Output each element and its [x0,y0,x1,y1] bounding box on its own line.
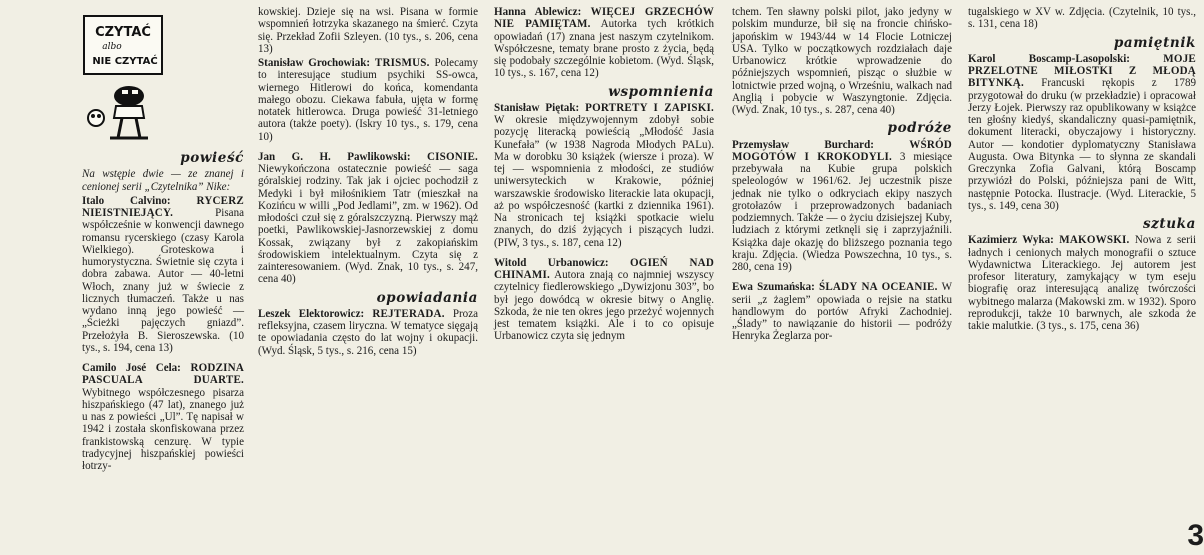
review-title: ŚLADY NA OCEANIE. [819,281,938,294]
review-text: Francuski rękopis z 1789 przygotował do druku (w przekładzie) i opracował Jerzy Łojek. Pierwszy raz opublikowany w książce ten głośny kiedyś, skandaliczny quasi-pamiętnik, dokument literacki, obyczajowy i historyczny. Autor — kondotier dyplomatyczny Stanisława Augusta. Owa Bitynka — to słynna ze skandali Greczynka Zofia Galvani, którą Boscamp przywiózł do Polski, późniejsza pani de Witt, następnie Potocka. Ilustracje. (Wyd. Literackie, 5 tys., s. 149, cena 30) [968,77,1196,212]
section-heading-podroze: podróże [887,120,952,137]
review-text: Wybitnego współczesnego pisarza hiszpańskiego (47 lat), znanego już u nas z powieści „Ul”. Tę napisał w 1942 i została skonfiskowana przez frankistowską cenzurę. W typie tradycyjnej hiszpańskiej powieści łotrzy- [82,386,244,472]
logo-line-1: CZYTAĆ [95,25,151,40]
continued-text: tchem. Ten sławny polski pilot, jako jedyny w polskim mundurze, bił się na froncie chińsko-japońskim w 1943/44 w 14 Flocie Lotniczej USA. Tylko w początkowych rozdziałach daje Urbanowicz krótkie wprowadzenie do późniejszych wspomnień, pisząc o służbie w lotnictwie przed wojną, o Wrześniu, walkach nad Anglią i pobycie w Waszyngtonie. Zdjęcia. (Wyd. Znak, 10 tys., s. 287, cena 40) [732,6,952,116]
column-2 [258,6,478,555]
review-author: Stanisław Grochowiak: [258,57,371,69]
review-title: WŚRÓD MOGOTÓW I KROKODYLI. [732,138,952,163]
review-title: RODZINA PASCUALA DUARTE. [82,362,245,387]
section-heading-opowiadania: opowiadania [376,289,478,306]
intro-text: Na wstępie dwie — ze znanej i cenionej serii „Czytelnika” Nike: [82,168,244,193]
review-author: Italo Calvino: [82,194,171,207]
review-author: Ewa Szumańska: [732,281,815,294]
review-cela [82,362,244,472]
section-heading-pamietnik: pamiętnik [1113,34,1196,51]
review-title: TRISMUS. [374,57,430,69]
review-title: MOJE PRZELOTNE MIŁOSTKI Z MŁODĄ BITYNKĄ. [968,52,1196,90]
review-text: W okresie międzywojennym zdobył sobie pozycję literacką powieścią „Młodość Jasia Kunefała” (w 1938 Nagroda Młodych PALu). Ma w dorobku 30 książek (wiersze i proza). W tej — wspomnienia z młodości, ze studiów uniwersyteckich w Krakowie, później warszawskie środowisko literackie lata okupacji, aż po współczesność (kartki z dziennika 1961). Na stronicach tej książki spotkacie wielu znanych, do dziś żyjących i piszących ludzi. (PIW, 3 tys., s. 187, cena 12) [494,114,714,249]
review-author: Camilo José Cela: [82,362,181,374]
logo-line-3: NIE CZYTAĆ [92,56,158,67]
review-title: WIĘCEJ GRZECHÓW NIE PAMIĘTAM. [494,6,714,31]
review-author: Stanisław Piętak: [494,101,580,114]
review-title: PORTRETY I ZAPISKI. [585,101,714,114]
review-ablewicz [494,6,714,80]
review-title: MAKOWSKI. [1059,234,1130,247]
review-grochowiak [258,57,478,143]
review-text: W serii „z żaglem” opowiada o rejsie na statku handlowym do portów Afryki Zachodniej. „Ślady” to nawiązanie do historii — podróży Henryka Żeglarza por- [732,281,952,343]
czytac-logo [82,14,164,142]
review-calvino [82,195,244,354]
review-burchard [732,139,952,274]
review-title: CISONIE. [426,150,478,163]
review-title: OGIEŃ NAD CHINAMI. [494,256,714,281]
review-author: Leszek Elektorowicz: [258,307,365,320]
review-author: Hanna Ablewicz: [494,6,582,18]
page-number: 3 [1187,519,1204,552]
review-text: 3 miesiące przebywała na Kubie grupa polskich speleologów w 1961/62. Jej uczestnik pisze jednak nie tylko o odkryciach ekipy naszych grotołazów i przeprowadzonych badaniach podziemnych. Także — o życiu dzisiejszej Kuby, ludziach z którymi zetknęli się i zaprzyjaźnili. Książka daje okazję do bliższego poznania tego kraju. Zdjęcia. (Wiedza Powszechna, 10 tys., s. 280, cena 19) [732,150,952,273]
column-5 [968,6,1196,555]
column-4 [732,6,952,555]
review-pawlikowski [258,151,478,286]
logo-line-2: albo [102,42,122,52]
review-text: Proza refleksyjna, czasem liryczna. W tematyce sięgają te opowiadania często do lat wojny i okupacji. (Wyd. Śląsk, 5 tys., s. 216, cena 15) [258,307,479,357]
column-1 [82,146,244,555]
review-text: Pisana współcześnie w konwencji dawnego romansu rycerskiego (czasy Karola Wielkiego). Groteskowa i humorystyczna. Świetnie się czyta i dobra zabawa. Autor — 40-letni Włoch, znany już w świecie z licznych tłumaczeń. Także u nas wydano inną jego powieść — „Ścieżki pajęczych gniazd”. Przełożyła B. Sieroszewska. (10 tys., s. 194, cena 13) [82,207,244,354]
section-heading-wspomnienia: wspomnienia [608,83,714,100]
review-wyka [968,234,1196,332]
column-3 [494,6,714,555]
review-text: Autora znają co najmniej wszyscy czytelnicy fiedlerowskiego „Dywizjonu 303”, bo był jego dowódcą w okresie bitwy o Anglię. Szkoda, że nie ten okres jego przeżyć wojennych jest tematem książki. Ale i to co opisuje Urbanowicz czyta się jednym [494,269,714,343]
review-pietak [494,102,714,249]
review-author: Witold Urbanowicz: [494,256,609,269]
review-text: Niewykończona ostatecznie powieść — saga góralskiej rodziny. Tak jak i ojciec pochodził z Medyki i był miłośnikiem Tatr (mieszkał na Kozińcu w willi „Pod Jedlami”, zm. w 1962). Od młodości czuł się z góralszczyzną. Pierwszy mąż poetki, Pawlikowskiej-Jasnorzewskiej z domu Kossak, związany był z zakopiańskim środowiskiem intelektualnym. Czyta się z zainteresowaniem. (Wyd. Znak, 10 tys., s. 247, cena 40) [258,163,478,286]
review-author: Karol Boscamp-Lasopolski: [968,52,1130,65]
section-heading-sztuka: sztuka [1142,216,1196,232]
continued-text: tugalskiego w XV w. Zdjęcia. (Czytelnik, 10 tys., s. 131, cena 18) [968,6,1196,31]
review-author: Kazimierz Wyka: [968,234,1054,247]
review-boscamp [968,53,1196,212]
continued-text: kowskiej. Dzieje się na wsi. Pisana w formie wspomnień łotrzyka skazanego na śmierć. Czyta się. Przekład Zofii Szleyen. (10 tys., s. 206, cena 13) [258,6,478,55]
review-urbanowicz [494,257,714,343]
review-title: REJTERADA. [372,307,445,320]
review-title: RYCERZ NIEISTNIEJĄCY. [82,194,244,219]
figure-icon [88,86,148,138]
review-author: Przemysław Burchard: [732,138,874,151]
review-szumanska [732,281,952,342]
review-elektorowicz [258,308,478,357]
section-heading-powiesc: powieść [180,150,244,166]
review-text: Polecamy to interesujące studium psychiki SS-owca, wiernego Hitlerowi do końca, komendanta małego obozu. Ciekawa fabuła, ujęta w formę notatek hitlerowca. Druga powieść 31-letniego autora (także poety). (Iskry 10 tys., s. 179, cena 10) [258,57,478,143]
review-text: Autorka tych krótkich opowiadań (17) znana jest naszym czytelnikom. Współczesne, tematy brane prosto z życia, będą się podobały szczególnie kobietom. (Wyd. Śląsk, 10 tys., s. 167, cena 12) [494,18,714,80]
review-author: Jan G. H. Pawlikowski: [258,150,411,163]
review-text: Nowa z serii ładnych i cenionych małych monografii o sztuce Wydawnictwa Literackiego. Jej autorem jest profesor literatury, zamykający w tym eseju biografię oraz interesującą analizę twórczości wybitnego malarza (Makowski zm. w 1932). Sporo reprodukcji, także 10 barwnych, ale szkoda że takie malutkie. (3 tys., s. 175, cena 36) [968,234,1197,332]
